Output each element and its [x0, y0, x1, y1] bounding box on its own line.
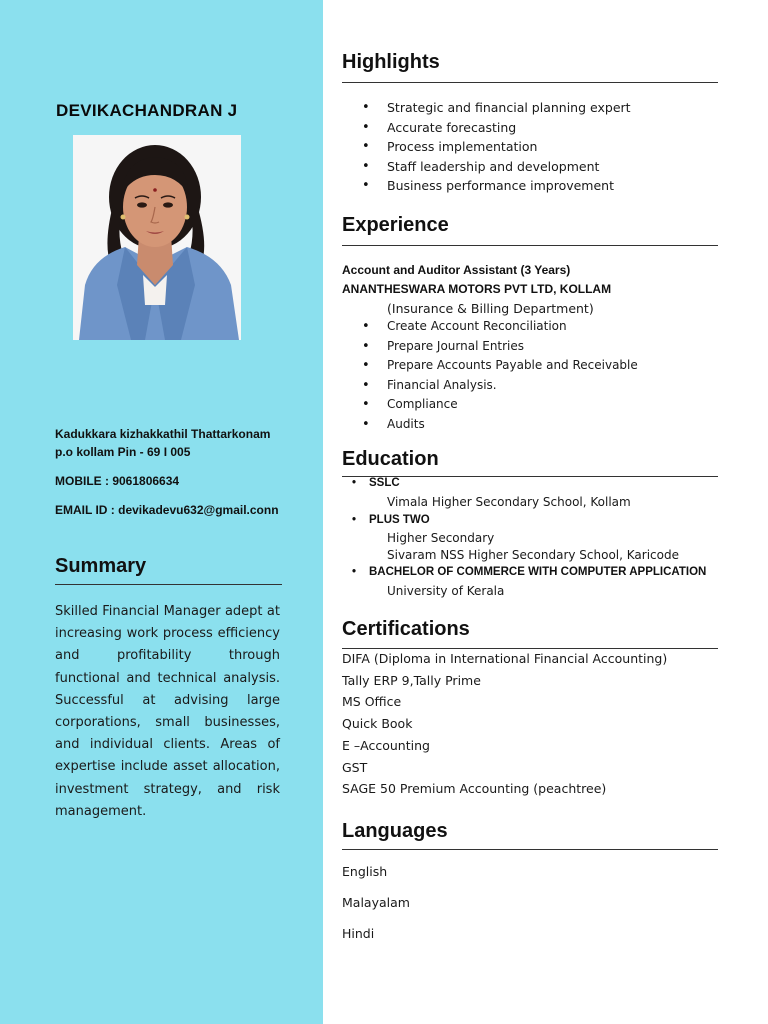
education-heading: Education: [342, 448, 439, 470]
education-detail: Higher Secondary: [387, 531, 495, 545]
duty-item: • Prepare Journal Entries: [342, 337, 638, 357]
certification-item: DIFA (Diploma in International Financial Accounting): [342, 651, 668, 666]
experience-heading: Experience: [342, 214, 449, 236]
highlight-item: • Strategic and financial planning expert: [342, 98, 631, 118]
highlights-list: [342, 98, 631, 196]
summary-text: Skilled Financial Manager adept at increasing work process efficiency and profitability through functional and technical analysis. Successful at advising large corporations, small businesses, and individual clients. Areas of expertise include asset allocation, investment strategy, and risk management.: [55, 604, 280, 819]
certification-item: SAGE 50 Premium Accounting (peachtree): [342, 781, 607, 796]
certifications-heading: Certifications: [342, 618, 470, 640]
highlight-item: • Staff leadership and development: [342, 157, 631, 177]
education-detail: Vimala Higher Secondary School, Kollam: [387, 495, 631, 509]
duty-item: • Compliance: [342, 395, 638, 415]
certification-item: E –Accounting: [342, 738, 430, 753]
languages-divider: [342, 849, 718, 850]
education-degree: PLUS TWO: [369, 514, 430, 526]
highlight-item: • Business performance improvement: [342, 176, 631, 196]
highlights-heading: Highlights: [342, 51, 440, 73]
education-detail: University of Kerala: [387, 584, 505, 598]
duty-item: • Prepare Accounts Payable and Receivable: [342, 356, 638, 376]
email-address: EMAIL ID : devikadevu632@gmail.conn: [55, 503, 279, 517]
profile-photo: [73, 135, 241, 340]
certifications-divider: [342, 648, 718, 649]
certification-item: Quick Book: [342, 716, 413, 731]
certification-item: Tally ERP 9,Tally Prime: [342, 673, 481, 688]
duties-list: [342, 317, 638, 434]
candidate-name: DEVIKACHANDRAN J: [56, 101, 238, 120]
education-entry-heading: • PLUS TWO: [352, 514, 430, 526]
job-role: Account and Auditor Assistant (3 Years): [342, 263, 571, 277]
company-name: ANANTHESWARA MOTORS PVT LTD, KOLLAM: [342, 282, 612, 296]
education-degree: SSLC: [369, 477, 400, 489]
mobile-number: MOBILE : 9061806634: [55, 474, 180, 488]
duty-item: • Financial Analysis.: [342, 376, 638, 396]
certification-item: GST: [342, 760, 368, 775]
duty-item: • Create Account Reconciliation: [342, 317, 638, 337]
highlights-divider: [342, 82, 718, 83]
department: (Insurance & Billing Department): [387, 301, 594, 316]
language-item: Malayalam: [342, 895, 410, 910]
education-detail: Sivaram NSS Higher Secondary School, Karicode: [387, 548, 679, 562]
highlight-item: • Process implementation: [342, 137, 631, 157]
experience-divider: [342, 245, 718, 246]
education-entry-heading: • SSLC: [352, 477, 400, 489]
address-line-1: Kadukkara kizhakkathil Thattarkonam: [55, 427, 271, 441]
language-item: Hindi: [342, 926, 375, 941]
languages-heading: Languages: [342, 820, 448, 842]
education-degree: BACHELOR OF COMMERCE WITH COMPUTER APPLICATION: [369, 566, 707, 578]
summary-heading: Summary: [55, 555, 147, 577]
language-item: English: [342, 864, 388, 879]
address-line-2: p.o kollam Pin - 69 I 005: [55, 445, 191, 459]
education-entry-heading: • BACHELOR OF COMMERCE WITH COMPUTER APPLICATION: [352, 566, 707, 578]
duty-item: • Audits: [342, 415, 638, 435]
highlight-item: • Accurate forecasting: [342, 118, 631, 138]
certification-item: MS Office: [342, 694, 402, 709]
summary-divider: [55, 584, 282, 585]
profile-photo-illustration: [73, 135, 241, 340]
